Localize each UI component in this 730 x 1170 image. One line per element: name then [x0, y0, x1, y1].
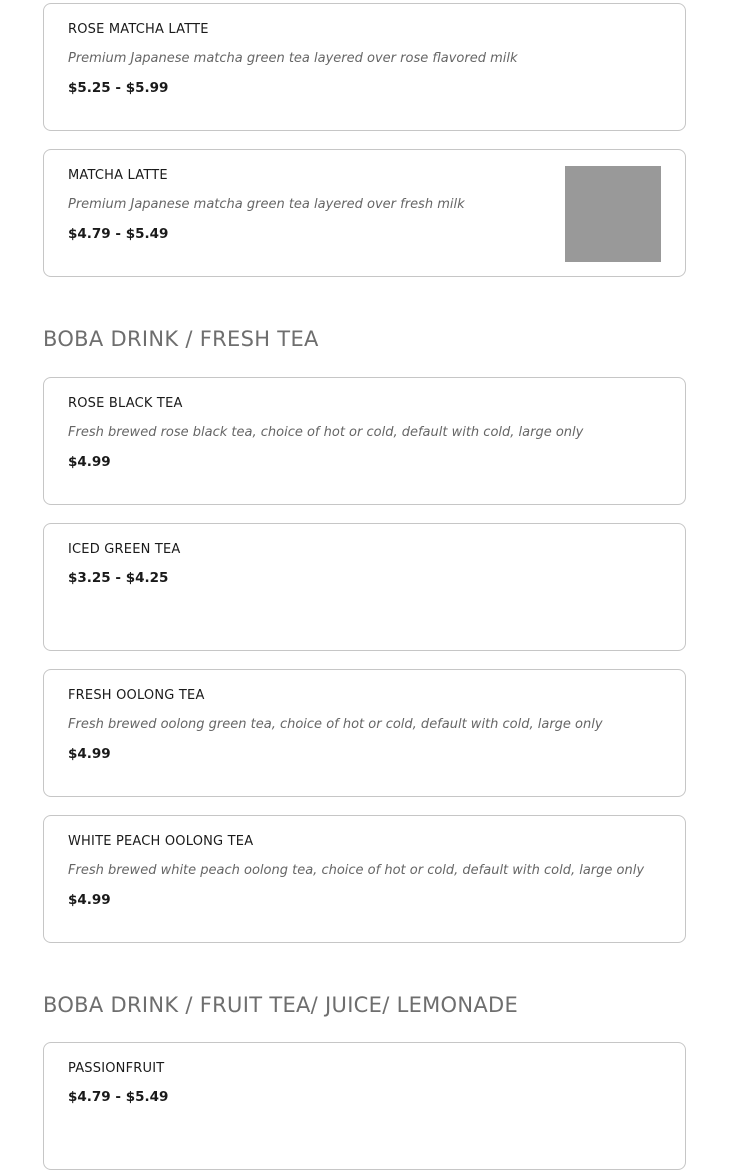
item-description: Fresh brewed white peach oolong tea, choice of hot or cold, default with cold, large only — [68, 863, 645, 878]
section-title: BOBA DRINK / FRUIT TEA/ JUICE/ LEMONADE — [43, 993, 519, 1017]
item-price: $4.99 — [68, 454, 111, 470]
item-price: $4.79 - $5.49 — [68, 1089, 169, 1105]
menu-item-card[interactable] — [43, 149, 686, 277]
item-price: $3.25 - $4.25 — [68, 570, 169, 586]
item-price: $4.79 - $5.49 — [68, 226, 169, 242]
item-description: Fresh brewed oolong green tea, choice of hot or cold, default with cold, large only — [68, 717, 603, 732]
section-title: BOBA DRINK / FRESH TEA — [43, 327, 319, 351]
item-price: $5.25 - $5.99 — [68, 80, 169, 96]
menu-item-card[interactable] — [43, 815, 686, 943]
item-price: $4.99 — [68, 746, 111, 762]
menu-item-card[interactable] — [43, 523, 686, 651]
item-name: ICED GREEN TEA — [68, 542, 181, 557]
item-image-placeholder — [565, 166, 661, 262]
item-name: FRESH OOLONG TEA — [68, 688, 205, 703]
menu-item-card[interactable] — [43, 377, 686, 505]
menu-item-card[interactable] — [43, 1042, 686, 1170]
item-name: MATCHA LATTE — [68, 168, 168, 183]
item-name: ROSE BLACK TEA — [68, 396, 183, 411]
item-name: WHITE PEACH OOLONG TEA — [68, 834, 254, 849]
menu-item-card[interactable] — [43, 669, 686, 797]
menu-item-card[interactable] — [43, 3, 686, 131]
item-name: ROSE MATCHA LATTE — [68, 22, 209, 37]
item-description: Premium Japanese matcha green tea layered over rose flavored milk — [68, 51, 518, 66]
item-description: Premium Japanese matcha green tea layered over fresh milk — [68, 197, 465, 212]
item-price: $4.99 — [68, 892, 111, 908]
item-description: Fresh brewed rose black tea, choice of hot or cold, default with cold, large only — [68, 425, 584, 440]
item-name: PASSIONFRUIT — [68, 1061, 165, 1076]
